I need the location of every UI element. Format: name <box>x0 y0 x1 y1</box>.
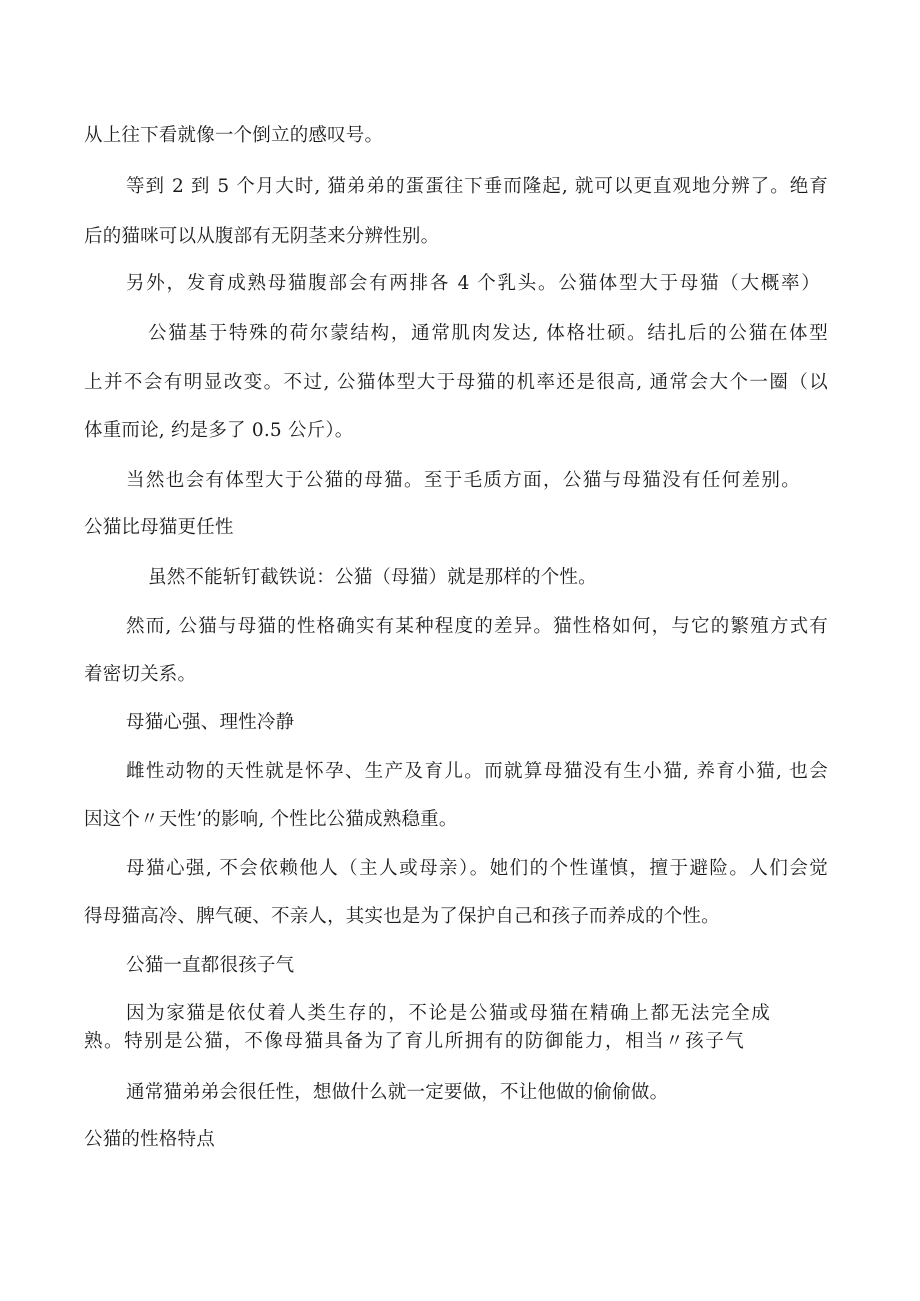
text-line-8: 当然也会有体型大于公猫的母猫。至于毛质方面，公猫与母猫没有任何差别。 <box>126 470 800 491</box>
text-line-12: 着密切关系。 <box>84 664 197 685</box>
text-line-5: 公猫基于特殊的荷尔蒙结构，通常肌肉发达, 体格壮硕。结扎后的公猫在体型 <box>148 323 828 344</box>
text-line-2: 等到 2 到 5 个月大时, 猫弟弟的蛋蛋往下垂而隆起, 就可以更直观地分辨了。绝育 <box>126 176 828 197</box>
section-heading-male-cat-willful: 公猫比母猫更任性 <box>84 517 234 538</box>
text-line-3: 后的猫咪可以从腹部有无阴茎来分辨性别。 <box>84 226 440 247</box>
text-line-4: 另外，发育成熟母猫腹部会有两排各 4 个乳头。公猫体型大于母猫（大概率） <box>126 273 821 294</box>
text-line-1: 从上往下看就像一个倒立的感叹号。 <box>84 125 384 146</box>
text-line-14: 雌性动物的天性就是怀孕、生产及育儿。而就算母猫没有生小猫, 养育小猫, 也会 <box>126 761 828 782</box>
text-line-15: 因这个〃天性’的影响, 个性比公猫成熟稳重。 <box>84 809 458 830</box>
section-heading-male-cat-traits: 公猫的性格特点 <box>84 1129 215 1150</box>
text-line-16: 母猫心强, 不会依赖他人（主人或母亲）。她们的个性谨慎，擅于避险。人们会觉 <box>126 858 828 879</box>
text-line-10: 虽然不能斩钉截铁说：公猫（母猫）就是那样的个性。 <box>148 567 597 588</box>
text-line-21: 通常猫弟弟会很任性，想做什么就一定要做，不让他做的偷偷做。 <box>126 1082 669 1103</box>
text-line-7: 体重而论, 约是多了 0.5 公斤）。 <box>84 420 354 441</box>
text-line-11: 然而, 公猫与母猫的性格确实有某种程度的差异。猫性格如何，与它的繁殖方式有 <box>126 616 828 637</box>
text-line-17: 得母猫高冷、脾气硬、不亲人，其实也是为了保护自己和孩子而养成的个性。 <box>84 906 720 927</box>
text-line-6: 上并不会有明显改变。不过, 公猫体型大于母猫的机率还是很高, 通常会大个一圈（以 <box>84 372 828 393</box>
subheading-male-cat-childish: 公猫一直都很孩子气 <box>126 955 295 976</box>
subheading-female-cat-calm: 母猫心强、理性冷静 <box>126 712 295 733</box>
text-line-20: 熟。特别是公猫，不像母猫具备为了育儿所拥有的防御能力，相当〃孩子气 <box>84 1031 744 1052</box>
text-line-19: 因为家猫是依仗着人类生存的，不论是公猫或母猫在精确上都无法完全成 <box>126 1003 770 1024</box>
